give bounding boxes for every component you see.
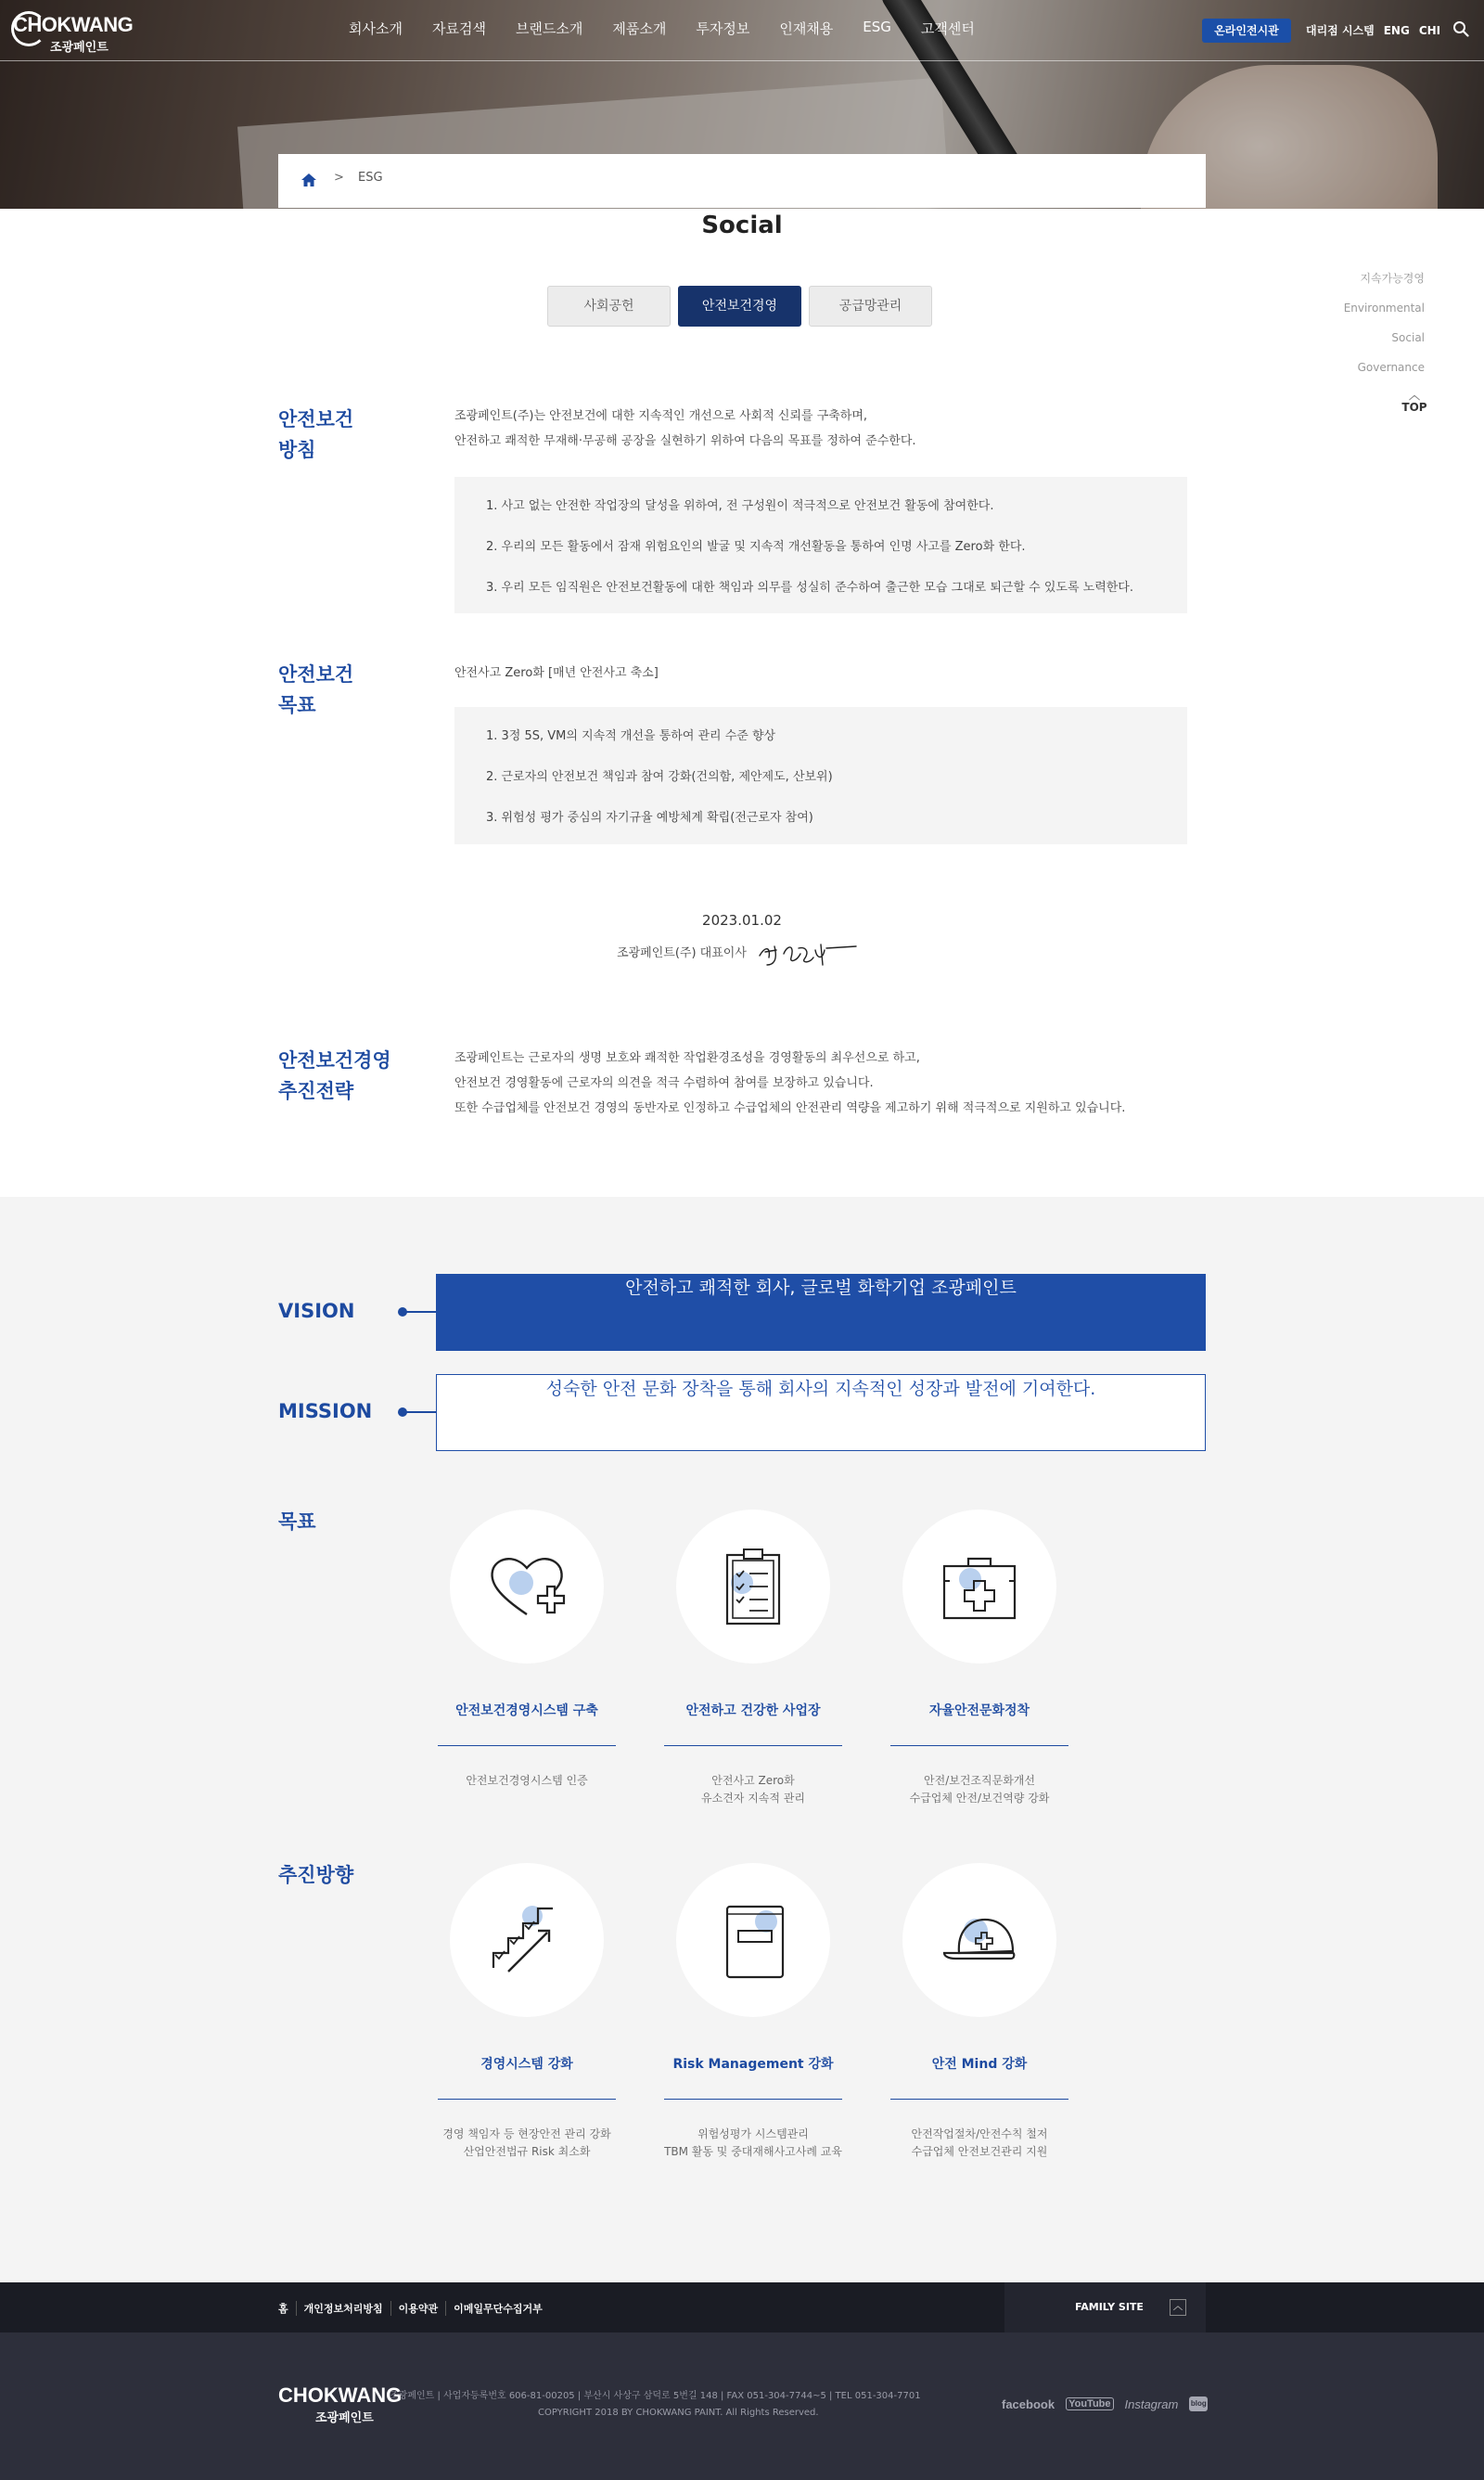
signer-title xyxy=(278,943,1206,960)
target-card-desc: 안전사고 Zero화 유소견자 지속적 관리 xyxy=(701,1774,805,1805)
direction-card-desc: 경영 책임자 등 현장안전 관리 강화 산업안전법규 Risk 최소화 xyxy=(442,2127,611,2158)
target-card-title: 안전보건경영시스템 구축 xyxy=(455,1703,598,1718)
footer-links xyxy=(278,2301,550,2316)
policy-heading: 안전보건 방침 xyxy=(278,408,354,461)
instagram-icon[interactable]: Instagram xyxy=(1124,2396,1179,2411)
strategy-line: 안전보건 경영활동에 근로자의 의견을 적극 수렴하여 참여를 보장하고 있습니다. xyxy=(454,1076,874,1090)
card-divider xyxy=(664,2099,842,2100)
main-nav xyxy=(334,19,990,38)
card-divider xyxy=(890,1745,1068,1746)
footer-link-email-policy[interactable]: 이메일무단수집거부 xyxy=(445,2301,550,2316)
side-nav-environmental[interactable]: Environmental xyxy=(1343,302,1425,315)
search-icon[interactable] xyxy=(1452,20,1469,37)
directions-label: 추진방향 xyxy=(278,1864,354,1886)
target-card xyxy=(656,1510,851,1807)
target-card xyxy=(429,1510,624,1790)
goal-item: 2. 근로자의 안전보건 책임과 참여 강화(건의함, 제안제도, 산보위) xyxy=(486,770,833,784)
stairs-growth-icon xyxy=(480,1894,573,1986)
agency-system-link[interactable]: 대리점 시스템 xyxy=(1306,24,1375,37)
target-card-desc: 안전/보건조직문화개선 수급업체 안전/보건역량 강화 xyxy=(909,1774,1050,1805)
direction-card-title: 안전 Mind 강화 xyxy=(931,2057,1028,2072)
chevron-up-icon: ︿ xyxy=(1170,2299,1186,2316)
clipboard-checklist-icon xyxy=(707,1540,800,1633)
logo-text-ko: 조광페인트 xyxy=(50,41,109,55)
nav-item-esg[interactable]: ESG xyxy=(863,19,891,35)
first-aid-kit-icon xyxy=(933,1540,1026,1633)
policy-intro-line: 안전하고 쾌적한 무재해·무공해 공장을 실현하기 위하여 다음의 목표를 정하여 준수한다. xyxy=(454,434,916,448)
footer-link-privacy[interactable]: 개인정보처리방침 xyxy=(296,2301,390,2316)
strategy-text xyxy=(454,1046,1206,1121)
direction-card xyxy=(429,1863,624,2161)
scroll-top-button[interactable] xyxy=(1399,390,1430,414)
lang-eng-link[interactable]: ENG xyxy=(1383,23,1410,37)
page-title: Social xyxy=(701,212,783,239)
footer-logo-ko: 조광페인트 xyxy=(315,2411,374,2425)
breadcrumb-separator: > xyxy=(334,171,344,185)
footer-logo-en: CHOKWANG xyxy=(278,2384,403,2407)
footer-main xyxy=(0,2332,1484,2480)
mission-connector-line xyxy=(403,1411,436,1413)
target-card xyxy=(882,1510,1077,1807)
target-card-title: 안전하고 건강한 사업장 xyxy=(685,1703,821,1718)
sub-tabs xyxy=(547,286,932,327)
company-info: 조광페인트 | 사업자등록번호 606-81-00205 | 부산시 사상구 삼덕로 5번길 148 | FAX 051-304-7744~5 | TEL 051-304-7701 xyxy=(390,2391,921,2401)
direction-card-desc: 위험성평가 시스템관리 TBM 활동 및 중대재해사고사례 교육 xyxy=(664,2127,842,2158)
home-icon[interactable] xyxy=(301,173,317,187)
side-quick-nav xyxy=(1298,269,1425,388)
card-divider xyxy=(664,1745,842,1746)
direction-card xyxy=(656,1863,851,2161)
direction-card xyxy=(882,1863,1077,2161)
card-divider xyxy=(438,2099,616,2100)
mission-statement: 성숙한 안전 문화 장착을 통해 회사의 지속적인 성장과 발전에 기여한다. xyxy=(436,1374,1206,1451)
policy-item: 1. 사고 없는 안전한 작업장의 달성을 위하여, 전 구성원이 적극적으로 안전보건 활동에 참여한다. xyxy=(486,499,994,513)
footer-link-terms[interactable]: 이용약관 xyxy=(390,2301,446,2316)
direction-card-title: 경영시스템 강화 xyxy=(480,2057,573,2072)
sns-links xyxy=(1002,2396,1208,2411)
vision-statement: 안전하고 쾌적한 회사, 글로벌 화학기업 조광페인트 xyxy=(436,1274,1206,1351)
nav-item-company[interactable]: 회사소개 xyxy=(349,20,403,37)
lang-chi-link[interactable]: CHI xyxy=(1418,23,1441,37)
target-card-desc: 안전보건경영시스템 인증 xyxy=(466,1774,588,1787)
header-divider xyxy=(0,60,1484,61)
tab-safety-health[interactable]: 안전보건경영 xyxy=(678,286,801,327)
goal-item: 1. 3정 5S, VM의 지속적 개선을 통하여 관리 수준 향상 xyxy=(486,729,776,743)
vision-connector-line xyxy=(403,1311,436,1313)
nav-item-careers[interactable]: 인재채용 xyxy=(779,20,834,37)
breadcrumb-current[interactable]: ESG xyxy=(358,171,383,185)
logo-text-en: CHOKWANG xyxy=(13,13,134,36)
policy-item: 3. 우리 모든 임직원은 안전보건활동에 대한 책임과 의무를 성실히 준수하여 출근한 모습 그대로 퇴근할 수 있도록 노력한다. xyxy=(486,581,1133,595)
policy-item: 2. 우리의 모든 활동에서 잠재 위험요인의 발굴 및 지속적 개선활동을 통하여 인명 사고를 Zero화 한다. xyxy=(486,540,1026,554)
strategy-line: 조광페인트는 근로자의 생명 보호와 쾌적한 작업환경조성을 경영활동의 최우선으로 하고, xyxy=(454,1051,920,1065)
manual-book-icon xyxy=(707,1894,800,1986)
youtube-icon[interactable]: YouTube xyxy=(1066,2397,1113,2410)
card-divider xyxy=(890,2099,1068,2100)
goal-item: 3. 위험성 평가 중심의 자기규율 예방체계 확립(전근로자 참여) xyxy=(486,811,813,825)
side-nav-governance[interactable]: Governance xyxy=(1357,361,1425,374)
footer-logo xyxy=(278,2380,403,2426)
safety-helmet-icon xyxy=(933,1894,1026,1986)
goal-box xyxy=(454,707,1187,844)
footer-top-bar xyxy=(0,2282,1484,2332)
facebook-icon[interactable]: facebook xyxy=(1002,2396,1055,2411)
side-nav-social[interactable]: Social xyxy=(1391,331,1425,344)
nav-item-support[interactable]: 고객센터 xyxy=(920,20,975,37)
nav-item-brand[interactable]: 브랜드소개 xyxy=(515,20,583,37)
direction-card-desc: 안전작업절차/안전수칙 철저 수급업체 안전보건관리 지원 xyxy=(911,2127,1048,2158)
policy-intro-line: 조광페인트(주)는 안전보건에 대한 지속적인 개선으로 사회적 신뢰를 구축하며, xyxy=(454,409,868,423)
policy-box xyxy=(454,477,1187,613)
direction-card-title: Risk Management 강화 xyxy=(672,2057,834,2072)
policy-intro xyxy=(454,404,1206,454)
nav-item-investor[interactable]: 투자정보 xyxy=(696,20,750,37)
breadcrumb xyxy=(278,154,1206,208)
tab-social-contribution[interactable]: 사회공헌 xyxy=(547,286,671,327)
card-divider xyxy=(438,1745,616,1746)
strategy-line: 또한 수급업체를 안전보건 경영의 동반자로 인정하고 수급업체의 안전관리 역량을 제고하기 위해 적극적으로 지원하고 있습니다. xyxy=(454,1101,1126,1115)
chevron-up-icon: ︿ xyxy=(1408,389,1420,402)
top-label: TOP xyxy=(1401,401,1427,414)
copyright: COPYRIGHT 2018 BY CHOKWANG PAINT. All Rights Reserved. xyxy=(538,2408,819,2418)
online-showroom-button[interactable]: 온라인전시관 xyxy=(1202,19,1291,43)
utility-links xyxy=(1306,22,1440,38)
signer-label: 조광페인트(주) 대표이사 xyxy=(617,946,747,960)
logo[interactable] xyxy=(13,13,134,56)
strategy-heading: 안전보건경영 추진전략 xyxy=(278,1049,391,1102)
side-nav-sustainability[interactable]: 지속가능경영 xyxy=(1360,272,1425,285)
family-site-select[interactable] xyxy=(1004,2282,1206,2332)
goal-intro: 안전사고 Zero화 [매년 안전사고 축소] xyxy=(454,666,659,680)
mission-label: MISSION xyxy=(278,1400,373,1422)
nav-item-resources[interactable]: 자료검색 xyxy=(431,20,486,37)
nav-item-products[interactable]: 제품소개 xyxy=(612,20,667,37)
footer-link-home[interactable]: 홈 xyxy=(278,2303,288,2315)
tab-supply-chain[interactable]: 공급망관리 xyxy=(809,286,932,327)
ceo-signature xyxy=(756,937,858,969)
vision-label: VISION xyxy=(278,1300,355,1322)
heart-plus-icon xyxy=(480,1540,573,1633)
blog-icon[interactable]: blog xyxy=(1189,2396,1208,2411)
targets-label: 목표 xyxy=(278,1510,316,1533)
family-site-label: FAMILY SITE xyxy=(1075,2301,1144,2313)
goal-heading: 안전보건 목표 xyxy=(278,663,354,716)
policy-date: 2023.01.02 xyxy=(702,912,782,929)
target-card-title: 자율안전문화정착 xyxy=(928,1703,1030,1718)
